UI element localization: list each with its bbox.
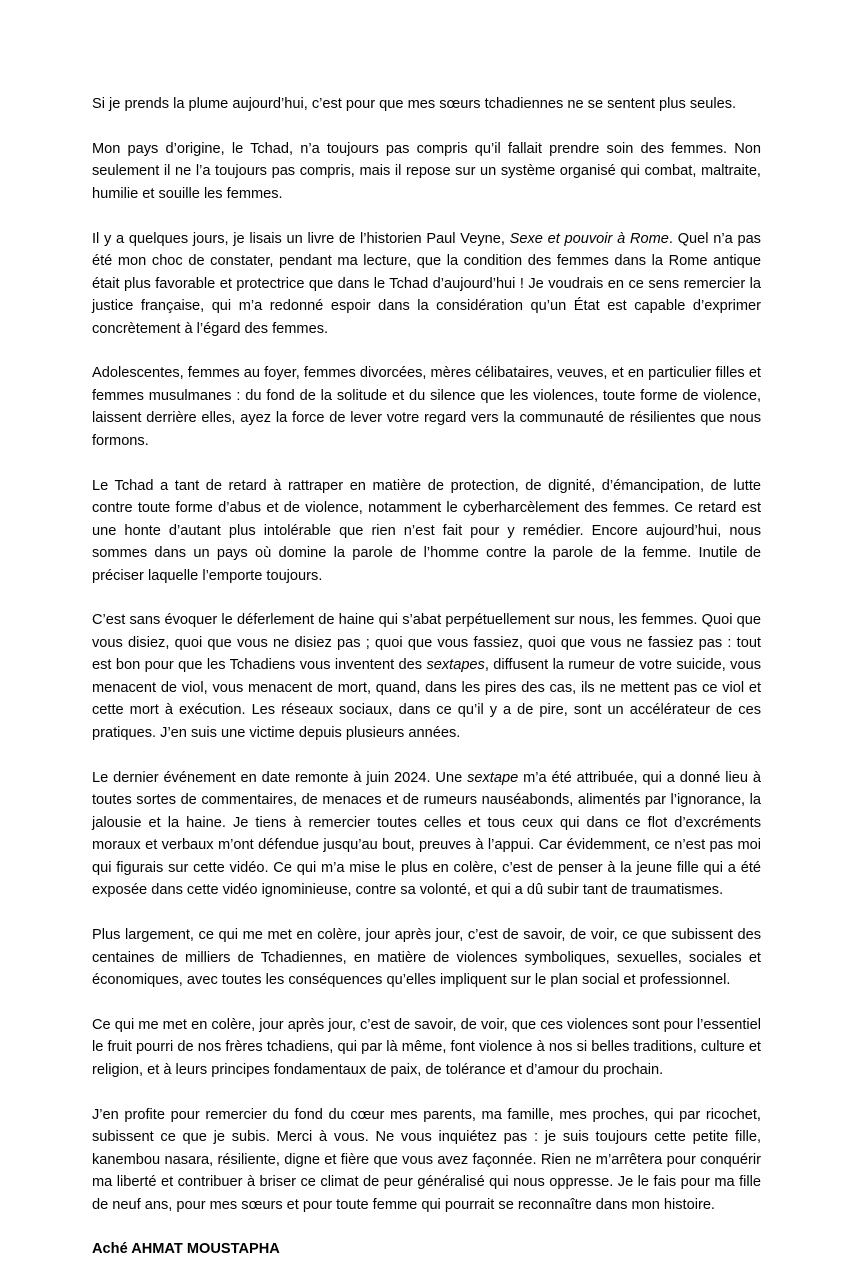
paragraph-text: Mon pays d’origine, le Tchad, n’a toujours pas compris qu’il fallait prendre soin des femmes. Non seulement il ne l’a toujours pas compris, mais il repose sur un système organisé qui combat, maltraite, humilie et souille les femmes. bbox=[92, 140, 761, 202]
paragraph-text: C’est sans évoquer le déferlement de haine qui s’abat perpétuellement sur nous, les femmes. Quoi que vous disiez, quoi que vous ne disiez pas ; quoi que vous fassiez, quoi que vous ne fassiez pas : tout est bon pour que les Tchadiens vous inventent des bbox=[92, 612, 761, 674]
paragraph bbox=[92, 1104, 761, 1217]
paragraph-text: Il y a quelques jours, je lisais un livre de l’historien Paul Veyne, bbox=[92, 230, 510, 247]
paragraph-text: Si je prends la plume aujourd’hui, c’est pour que mes sœurs tchadiennes ne se sentent plus seules. bbox=[92, 96, 737, 112]
paragraph bbox=[92, 609, 761, 744]
paragraph bbox=[92, 924, 761, 992]
signature: Aché AHMAT MOUSTAPHA bbox=[92, 1241, 280, 1258]
paragraph-text: Ce qui me met en colère, jour après jour, c’est de savoir, de voir, que ces violences sont pour l’essentiel le fruit pourri de nos frères tchadiens, qui par là même, font violence à nos si belles traditions, culture et religion, et à leurs principes fondamentaux de paix, de tolérance et d’amour du prochain. bbox=[92, 1016, 761, 1078]
paragraph bbox=[92, 1014, 761, 1082]
paragraph-text: J’en profite pour remercier du fond du cœur mes parents, ma famille, mes proches, qui par ricochet, subissent ce que je subis. Merci à vous. Ne vous inquiétez pas : je suis toujours cette petite fille, kanembou nasara, résiliente, digne et fière que vous avez façonnée. Rien ne m’arrêtera pour conquérir ma liberté et contribuer à briser ce climat de peur généralisé qui nous oppresse. Je le fais pour ma fille de neuf ans, pour mes sœurs et pour toute femme qui pourrait se reconnaître dans mon histoire. bbox=[92, 1106, 761, 1213]
paragraph-text: m’a été attribuée, qui a donné lieu à toutes sortes de commentaires, de menaces et de rumeurs nauséabonds, alimentés par l’ignorance, la jalousie et la haine. Je tiens à remercier toutes celles et tous ceux qui dans ce flot d’excréments moraux et verbaux m’ont défendue jusqu’au bout, preuves à l’appui. Car évidemment, ce n’est pas moi qui figurais sur cette vidéo. Ce qui m’a mise le plus en colère, c’est de penser à la jeune fille qui a été exposée dans cette vidéo ignominieuse, contre sa volonté, et qui a dû subir tant de traumatismes. bbox=[92, 769, 761, 899]
paragraph-text: Le Tchad a tant de retard à rattraper en matière de protection, de dignité, d’émancipation, de lutte contre toute forme d’abus et de violence, notamment le cyberharcèlement des femmes. Ce retard est une honte d’autant plus intolérable que rien n’est fait pour y remédier. Encore aujourd’hui, nous sommes dans un pays où domine la parole de l’homme contre la parole de la femme. Inutile de préciser laquelle l’emporte toujours. bbox=[92, 477, 761, 584]
paragraph-text: Adolescentes, femmes au foyer, femmes divorcées, mères célibataires, veuves, et en particulier filles et femmes musulmanes : du fond de la solitude et du silence que les violences, toute forme de violence, laissent derrière elles, ayez la force de lever votre regard vers la communauté de résilientes que nous formons. bbox=[92, 365, 761, 449]
paragraph-text: . Quel n’a pas été mon choc de constater, pendant ma lecture, que la condition des femmes dans la Rome antique était plus favorable et protectrice que dans le Tchad d’aujourd’hui ! Je voudrais en ce sens remercier la justice française, qui m’a redonné espoir dans la considération qu’un État est capable d’exprimer concrètement à l’égard des femmes. bbox=[92, 230, 761, 337]
paragraph bbox=[92, 767, 761, 902]
paragraph-text: Le dernier événement en date remonte à juin 2024. Une bbox=[92, 769, 468, 786]
paragraph bbox=[92, 228, 761, 341]
paragraph-text: Plus largement, ce qui me met en colère, jour après jour, c’est de savoir, de voir, ce que subissent des centaines de milliers de Tchadiennes, en matière de violences symboliques, sexuelles, sociales et économiques, avec toutes les conséquences qu’elles impliquent sur le plan social et professionnel. bbox=[92, 927, 761, 989]
letter-body bbox=[92, 93, 761, 1216]
paragraph bbox=[92, 475, 761, 588]
italic-text: Sexe et pouvoir à Rome bbox=[509, 230, 669, 247]
italic-text: sextape bbox=[467, 769, 519, 786]
letter-page bbox=[92, 93, 761, 1261]
paragraph bbox=[92, 93, 761, 116]
paragraph bbox=[92, 362, 761, 452]
paragraph bbox=[92, 138, 761, 206]
italic-text: sextapes bbox=[426, 657, 485, 674]
paragraph-text: , diffusent la rumeur de votre suicide, vous menacent de viol, vous menacent de mort, quand, dans les pires des cas, ils ne mettent pas ce viol et cette mort à exécution. Les réseaux sociaux, dans ce qu’il y a de pire, sont un accélérateur de ces pratiques. J’en suis une victime depuis plusieurs années. bbox=[92, 657, 761, 741]
